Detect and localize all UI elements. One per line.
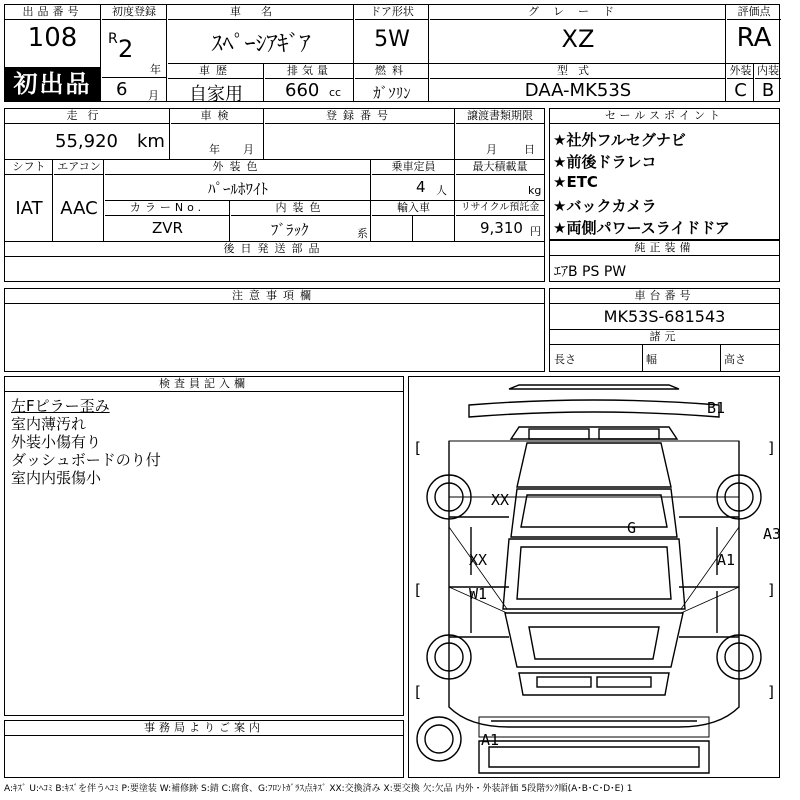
bracket: [ — [413, 683, 423, 701]
history-label: 車歴 — [168, 64, 264, 79]
import-label: 輸入車 — [372, 201, 455, 216]
inspector-line: 外装小傷有り — [11, 433, 102, 451]
selling-points — [549, 108, 780, 240]
int-color-unit: 系 — [357, 227, 368, 240]
bracket: [ — [413, 439, 423, 457]
shift-label: シフト — [5, 160, 53, 175]
grade-label: グレード — [430, 5, 726, 20]
color-no-section — [105, 201, 230, 241]
legend: A:ｷｽﾞ U:ﾍｺﾐ B:ｷｽﾞを伴うﾍｺﾐ P:要塗装 W:補修跡 S:錆 C:腐食、G:ﾌﾛﾝﾄｶﾞﾗｽ点ｷｽﾞ XX:交換済み X:要交換 欠:欠品 内外・外装評価 5段階ﾗﾝｸ順(A･B･C･D･E) 1 — [4, 784, 633, 794]
reg-no-section — [265, 109, 455, 159]
selling-point: ★社外フルセグナビ — [553, 131, 686, 149]
transfer-month: 月 — [486, 143, 497, 156]
selling-point: ★バックカメラ — [553, 197, 657, 215]
load-unit: kg — [528, 184, 542, 197]
recycle-section — [456, 201, 544, 241]
fuel-label: 燃料 — [355, 64, 429, 79]
chassis-number: MK53S-681543 — [603, 307, 726, 326]
ext-grade-section — [727, 64, 754, 101]
load-label: 最大積載量 — [456, 160, 544, 175]
spec-label: 諸元 — [550, 330, 779, 345]
capacity: 4 — [416, 178, 426, 196]
bracket: ] — [767, 581, 777, 599]
ext-color: ﾊﾟｰﾙﾎﾜｲﾄ — [207, 180, 268, 198]
fuel-section — [355, 64, 429, 101]
first-reg-section — [102, 5, 167, 101]
transfer-label: 譲渡書類期限 — [456, 109, 544, 124]
ext-grade: C — [734, 80, 747, 101]
height-label: 高さ — [724, 353, 746, 366]
reg-year: 2 — [118, 35, 134, 63]
history: 自家用 — [189, 84, 243, 105]
color-no-label: カラーNo. — [105, 201, 230, 216]
door-label: ドア形状 — [355, 5, 429, 20]
first-reg-label: 初度登録 — [102, 5, 166, 20]
bracket: ] — [767, 439, 777, 457]
equipment-value: ｴｱB PS PW — [554, 264, 627, 280]
int-label: 内装 — [757, 64, 779, 77]
recycle-unit: 円 — [530, 225, 541, 238]
length-label: 長さ — [554, 353, 576, 366]
color-no: ZVR — [152, 219, 183, 237]
damage-mark: XX — [491, 491, 510, 509]
int-color-section — [231, 201, 371, 241]
shift: IAT — [15, 198, 43, 219]
int-grade: B — [761, 80, 775, 101]
displacement: 660 — [285, 80, 320, 101]
ac-label: エアコン — [54, 160, 104, 175]
office-label: 事務局よりご案内 — [5, 721, 403, 736]
model: DAA-MK53S — [524, 80, 632, 101]
equipment — [549, 240, 780, 282]
inspector-notes — [4, 376, 404, 716]
inspector-line: 室内内張傷小 — [11, 469, 102, 487]
transfer-section — [456, 109, 544, 159]
damage-mark: XX — [469, 551, 488, 569]
score-section — [727, 5, 781, 63]
year-unit: 年 — [150, 63, 161, 76]
score: RA — [736, 23, 772, 53]
selling-point: ★ETC — [553, 173, 598, 191]
damage-mark: A1 — [481, 731, 500, 749]
fuel: ｶﾞｿﾘﾝ — [373, 84, 411, 102]
load-section — [456, 160, 544, 200]
lot-no-section — [5, 5, 101, 101]
width-label: 幅 — [646, 353, 657, 366]
car-name-section — [168, 5, 354, 63]
mileage-unit: km — [137, 131, 165, 152]
notes-label: 注意事項欄 — [5, 289, 544, 304]
vehicle-details — [4, 108, 545, 282]
door-type: 5W — [374, 27, 410, 52]
reg-month: 6 — [116, 79, 128, 100]
month-unit: 月 — [148, 89, 159, 102]
top-block — [4, 4, 780, 105]
insp-year-unit: 年 — [209, 143, 220, 156]
ac-section — [54, 160, 104, 241]
mileage-label: 走行 — [5, 109, 170, 124]
equipment-label: 純正装備 — [550, 241, 779, 256]
damage-mark: B1 — [707, 399, 726, 417]
ext-color-section — [105, 160, 371, 200]
era: R — [108, 31, 118, 47]
damage-mark: A1 — [717, 551, 736, 569]
grade: XZ — [561, 25, 595, 53]
insp-month-unit: 月 — [243, 143, 254, 156]
ext-color-label: 外装色 — [105, 160, 371, 175]
damage-mark: W1 — [469, 585, 488, 603]
car-outline-diagram — [409, 377, 782, 777]
shift-section — [5, 160, 53, 241]
displacement-unit: cc — [329, 86, 342, 99]
capacity-section — [372, 160, 455, 200]
mileage: 55,920 — [55, 131, 118, 152]
recycle-label: リサイクル預託金 — [456, 201, 544, 216]
first-listing-badge: 初出品 — [5, 67, 100, 101]
later-parts-label: 後日発送部品 — [5, 242, 544, 257]
mileage-section — [5, 109, 170, 159]
inspector-line: 室内薄汚れ — [11, 415, 87, 433]
transfer-day: 日 — [524, 143, 535, 156]
notes — [4, 288, 545, 372]
damage-diagram — [408, 376, 780, 778]
displacement-section — [265, 64, 354, 101]
selling-point: ★両側パワースライドドア — [553, 219, 730, 237]
selling-point: ★前後ドラレコ — [553, 153, 657, 171]
damage-mark: A3 — [763, 525, 782, 543]
int-grade-section — [755, 64, 781, 101]
score-label: 評価点 — [727, 5, 781, 20]
lot-no-label: 出品番号 — [5, 5, 100, 20]
int-color-label: 内装色 — [231, 201, 371, 216]
car-name: ｽﾍﾟｰｼｱｷﾞｱ — [211, 32, 311, 57]
inspector-line: 左Fピラー歪み — [11, 397, 110, 415]
office-notice — [4, 720, 404, 778]
model-label: 型式 — [430, 64, 726, 79]
chassis — [549, 288, 780, 372]
damage-mark: G — [627, 519, 637, 537]
displacement-label: 排気量 — [265, 64, 354, 79]
selling-label: セールスポイント — [550, 109, 779, 124]
capacity-unit: 人 — [436, 184, 447, 197]
reg-no-label: 登録番号 — [265, 109, 455, 124]
ac: AAC — [60, 198, 98, 219]
int-color: ﾌﾞﾗｯｸ — [271, 221, 309, 239]
door-section — [355, 5, 429, 63]
grade-section — [430, 5, 726, 63]
bracket: ] — [767, 683, 777, 701]
car-name-label: 車名 — [168, 5, 354, 20]
bracket: [ — [413, 581, 423, 599]
recycle: 9,310 — [480, 219, 523, 237]
inspector-label: 検査員記入欄 — [5, 377, 403, 392]
lot-no: 108 — [27, 23, 78, 53]
history-section — [168, 64, 264, 105]
import-section — [372, 201, 455, 241]
ext-label: 外装 — [727, 64, 754, 79]
inspector-line: ダッシュボードのり付 — [11, 451, 161, 469]
capacity-label: 乗車定員 — [372, 160, 455, 175]
inspection-section — [171, 109, 264, 159]
model-section — [430, 64, 726, 101]
inspection-label: 車検 — [171, 109, 264, 124]
chassis-label: 車台番号 — [550, 289, 779, 304]
